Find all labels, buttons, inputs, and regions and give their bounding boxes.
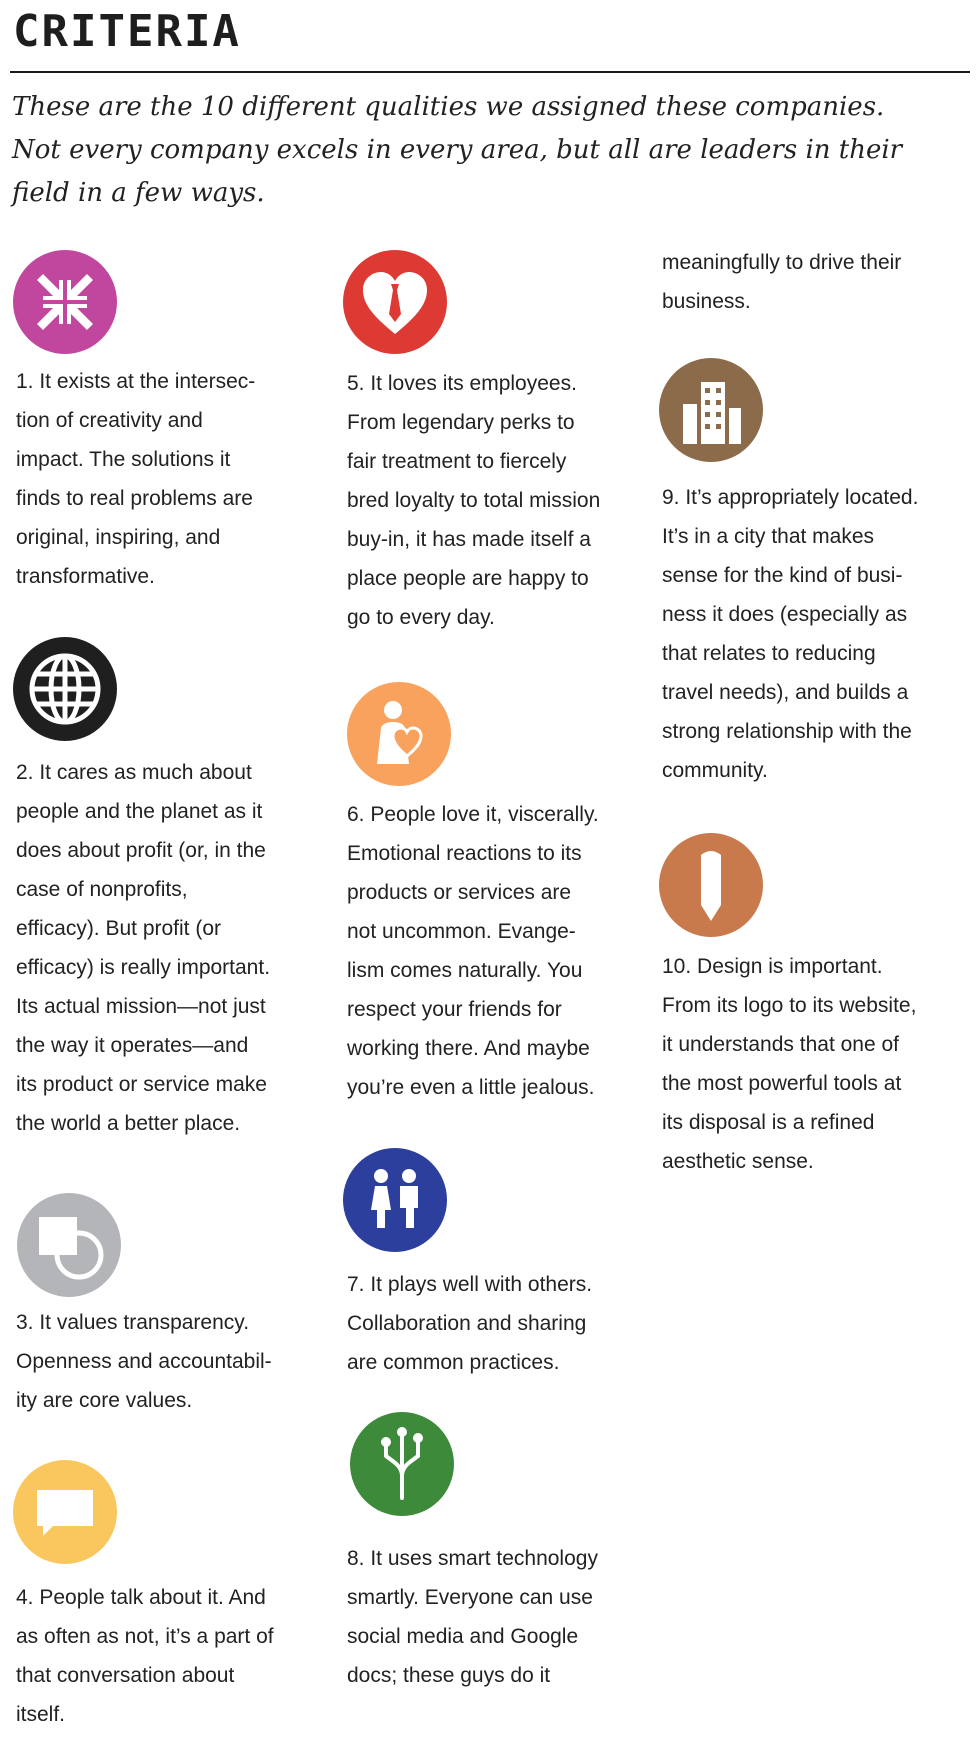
criterion-4-text: 4. People talk about it. And as often as not, it’s a part of that conversation about itself. <box>16 1586 274 1726</box>
buildings-icon <box>659 358 763 462</box>
speech-bubble-icon <box>13 1460 117 1564</box>
pencil-icon <box>659 833 763 937</box>
criterion-3-text: 3. It values transparency. Openness and accountabil- ity are core values. <box>16 1311 272 1412</box>
arrows-inward-icon <box>13 250 117 354</box>
globe-icon <box>13 637 117 741</box>
criterion-2-text: 2. It cares as much about people and the planet as it does about profit (or, in the case of nonprofits, efficacy). But profit (or efficacy) is really important. Its actual mission—not just the way it operates—and its product or service make the world a better place. <box>16 761 271 1135</box>
criterion-1-text: 1. It exists at the intersec- tion of creativity and impact. The solutions it finds to real problems are original, inspiring, and transformative. <box>16 370 256 588</box>
intro-text: These are the 10 different qualities we assigned these companies. Not every company excels in every area, but all are leaders in their field in a few ways. <box>12 92 903 208</box>
circuit-icon <box>350 1412 454 1516</box>
criterion-5-text: 5. It loves its employees. From legendary perks to fair treatment to fiercely bred loyalty to total mission buy-in, it has made itself a place people are happy to go to every day. <box>347 372 601 629</box>
criterion-7-text: 7. It plays well with others. Collaboration and sharing are common practices. <box>347 1273 593 1374</box>
criterion-6-text: 6. People love it, viscerally. Emotional reactions to its products or services are not uncommon. Evange- lism comes naturally. You respect your friends for working there. And maybe you’re even a little jealous. <box>347 803 599 1099</box>
criterion-8-text-continued: meaningfully to drive their business. <box>662 251 902 313</box>
criterion-8-text: 8. It uses smart technology smartly. Everyone can use social media and Google docs; these guys do it <box>347 1547 598 1687</box>
criterion-9-text: 9. It’s appropriately located. It’s in a city that makes sense for the kind of busi- ness it does (especially as that relates to reducing travel needs), and builds a strong relationship with the community. <box>662 486 919 782</box>
transparent-shapes-icon <box>17 1193 121 1297</box>
two-people-icon <box>343 1148 447 1252</box>
heart-tie-icon <box>343 250 447 354</box>
page-title: CRITERIA <box>13 6 241 57</box>
title-divider <box>10 71 970 73</box>
criterion-10-text: 10. Design is important. From its logo to its website, it understands that one of the most powerful tools at its disposal is a refined aesthetic sense. <box>662 955 917 1173</box>
person-heart-icon <box>347 682 451 786</box>
